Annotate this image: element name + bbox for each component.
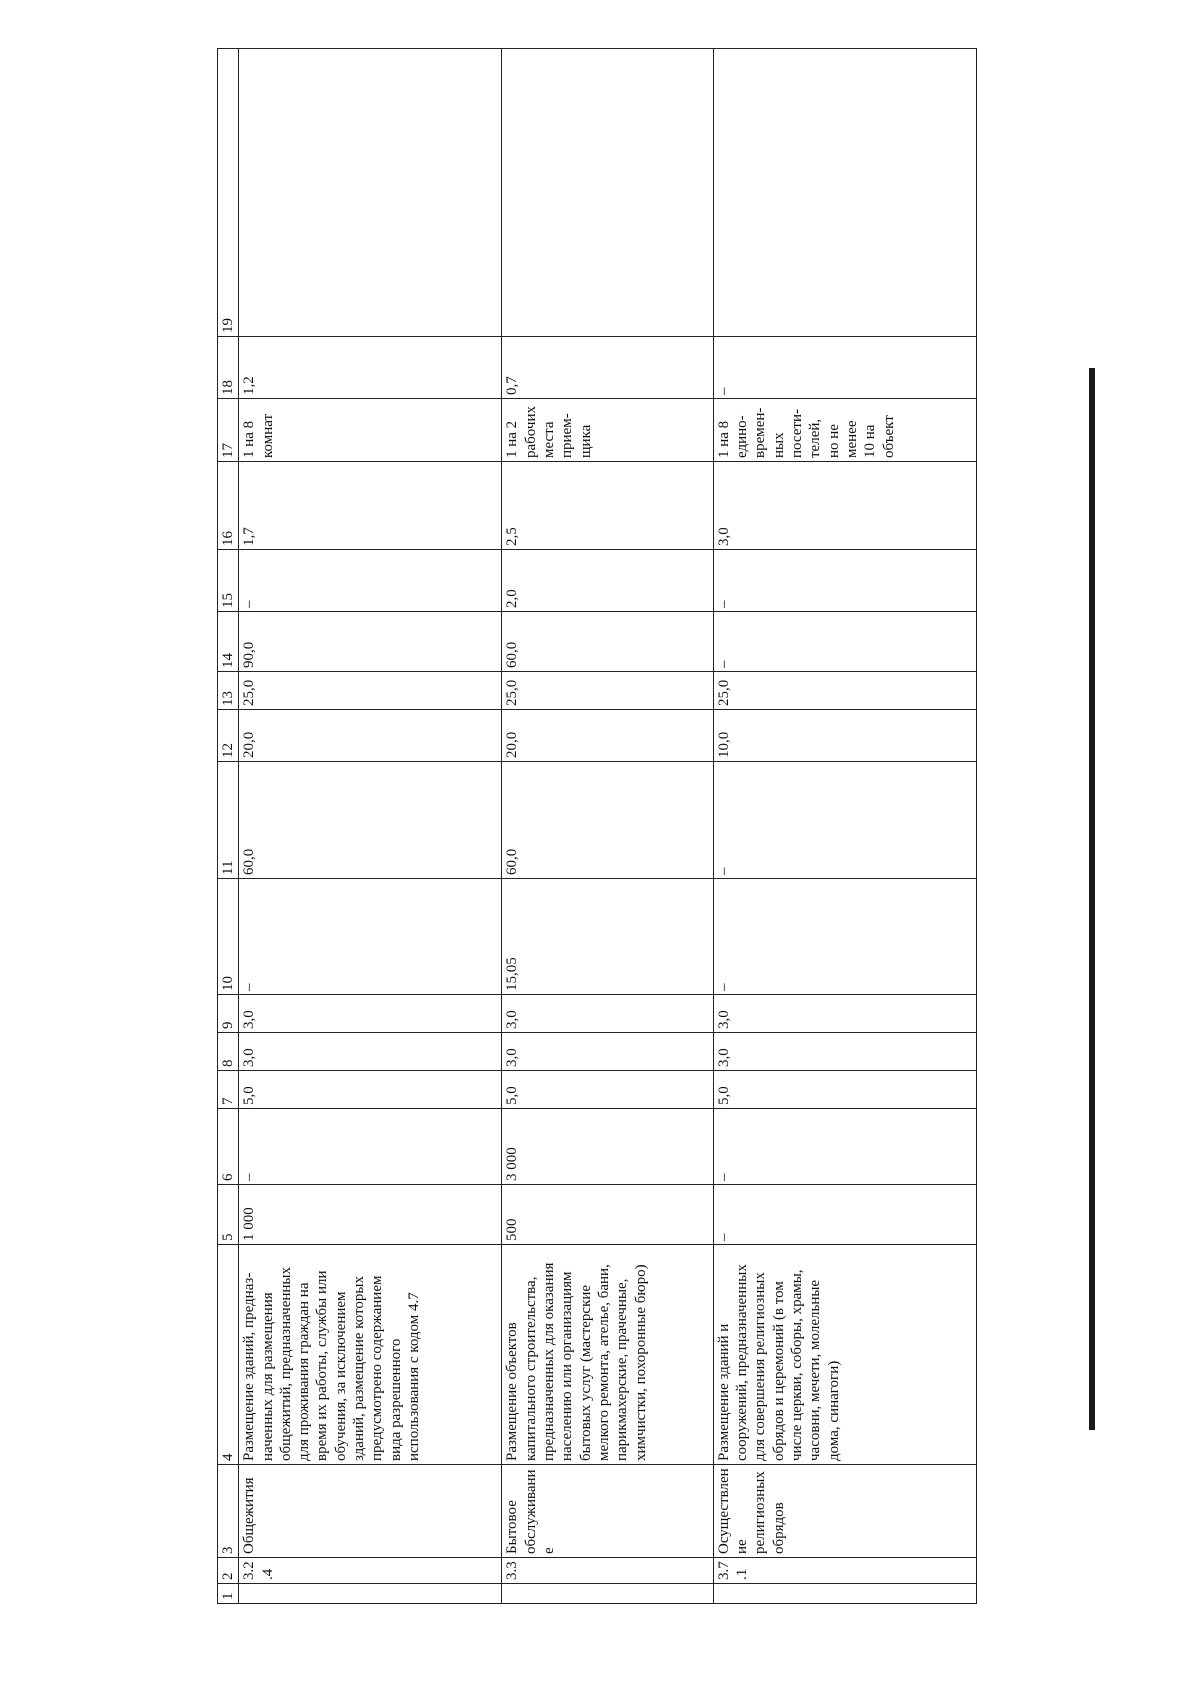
table-cell: – — [239, 1109, 502, 1185]
table-cell: 20,0 — [502, 710, 713, 762]
table-cell: – — [713, 337, 976, 399]
column-header: 11 — [218, 762, 239, 879]
table-cell: Размещение зданий, предназ-наченных для размещения общежитий, предназначенных для проживания граждан на время их работы, службы или обучения, за исключением зданий, размещение которых предусмотрено содержанием вида разрешенного использования с кодом 4.7 — [239, 1245, 502, 1465]
column-header: 8 — [218, 1033, 239, 1071]
column-header: 13 — [218, 672, 239, 710]
table-cell: 5,0 — [713, 1071, 976, 1109]
table-cell: 25,0 — [713, 672, 976, 710]
table-cell: 90,0 — [239, 612, 502, 672]
column-header: 17 — [218, 399, 239, 462]
table-cell: Бытовое обслуживание — [502, 1465, 713, 1558]
column-header: 5 — [218, 1185, 239, 1245]
column-header: 10 — [218, 879, 239, 995]
table-cell: 3,0 — [713, 995, 976, 1033]
column-header: 19 — [218, 49, 239, 337]
table-cell: 1 000 — [239, 1185, 502, 1245]
column-header: 4 — [218, 1245, 239, 1465]
column-header: 9 — [218, 995, 239, 1033]
table-cell: 60,0 — [239, 762, 502, 879]
table-cell: 1,2 — [239, 337, 502, 399]
table-row — [239, 49, 502, 1604]
table-row — [713, 49, 976, 1604]
table-cell: 3.7.1 — [713, 1558, 976, 1584]
table-cell: – — [713, 550, 976, 612]
margin-rule — [1089, 368, 1095, 1430]
column-header: 1 — [218, 1584, 239, 1604]
column-header: 14 — [218, 612, 239, 672]
header-row — [218, 49, 239, 1604]
table-cell — [502, 49, 713, 337]
table-cell: – — [239, 879, 502, 995]
table-cell: 60,0 — [502, 762, 713, 879]
table-cell: – — [713, 1185, 976, 1245]
table-cell: – — [713, 1109, 976, 1185]
table-cell: 10,0 — [713, 710, 976, 762]
table-cell: 1 на 2 рабочих места прием-щика — [502, 399, 713, 462]
rotated-page — [217, 149, 977, 1604]
table-cell: 25,0 — [502, 672, 713, 710]
table-cell — [713, 49, 976, 337]
table-cell: 3,0 — [713, 1033, 976, 1071]
table-cell: 3.3 — [502, 1558, 713, 1584]
table-cell — [239, 1584, 502, 1604]
table-cell: Осуществление религиозных обрядов — [713, 1465, 976, 1558]
table-cell: – — [713, 879, 976, 995]
table-cell: 5,0 — [239, 1071, 502, 1109]
table-cell: 2,0 — [502, 550, 713, 612]
column-header: 6 — [218, 1109, 239, 1185]
column-header: 3 — [218, 1465, 239, 1558]
table-cell — [502, 1584, 713, 1604]
table-cell: 15,05 — [502, 879, 713, 995]
table-cell: 25,0 — [239, 672, 502, 710]
table-cell: 3.2.4 — [239, 1558, 502, 1584]
table-cell: – — [239, 550, 502, 612]
table-cell — [713, 1584, 976, 1604]
table-cell: 1 на 8 комнат — [239, 399, 502, 462]
table-cell: 2,5 — [502, 462, 713, 550]
table-cell: 0,7 — [502, 337, 713, 399]
table-row — [502, 49, 713, 1604]
table-cell: 3,0 — [239, 995, 502, 1033]
table-cell: Размещение зданий и сооружений, предназначенных для совершения религиозных обрядов и церемоний (в том числе церкви, соборы, храмы, часовни, мечети, молельные дома, синагоги) — [713, 1245, 976, 1465]
table-cell: – — [713, 762, 976, 879]
table-cell: 3 000 — [502, 1109, 713, 1185]
column-header: 16 — [218, 462, 239, 550]
table-cell: – — [713, 612, 976, 672]
table-cell: 3,0 — [502, 995, 713, 1033]
table-cell: Общежития — [239, 1465, 502, 1558]
table-cell: 3,0 — [502, 1033, 713, 1071]
table-cell: 3,0 — [239, 1033, 502, 1071]
table-cell: 3,0 — [713, 462, 976, 550]
column-header: 18 — [218, 337, 239, 399]
table-cell: Размещение объектов капитального строительства, предназначенных для оказания населению или организациям бытовых услуг (мастерские мелкого ремонта, ателье, бани, парикмахерские, прачечные, химчистки, похоронные бюро) — [502, 1245, 713, 1465]
column-header: 15 — [218, 550, 239, 612]
table-cell: 60,0 — [502, 612, 713, 672]
column-header: 12 — [218, 710, 239, 762]
column-header: 2 — [218, 1558, 239, 1584]
column-header: 7 — [218, 1071, 239, 1109]
table-cell: 20,0 — [239, 710, 502, 762]
table-cell: 5,0 — [502, 1071, 713, 1109]
table-cell: 1,7 — [239, 462, 502, 550]
table-cell: 1 на 8 едино-времен-ных посети-телей, но не менее 10 на объект — [713, 399, 976, 462]
zoning-regulations-table — [217, 48, 977, 1604]
table-cell — [239, 49, 502, 337]
table-cell: 500 — [502, 1185, 713, 1245]
